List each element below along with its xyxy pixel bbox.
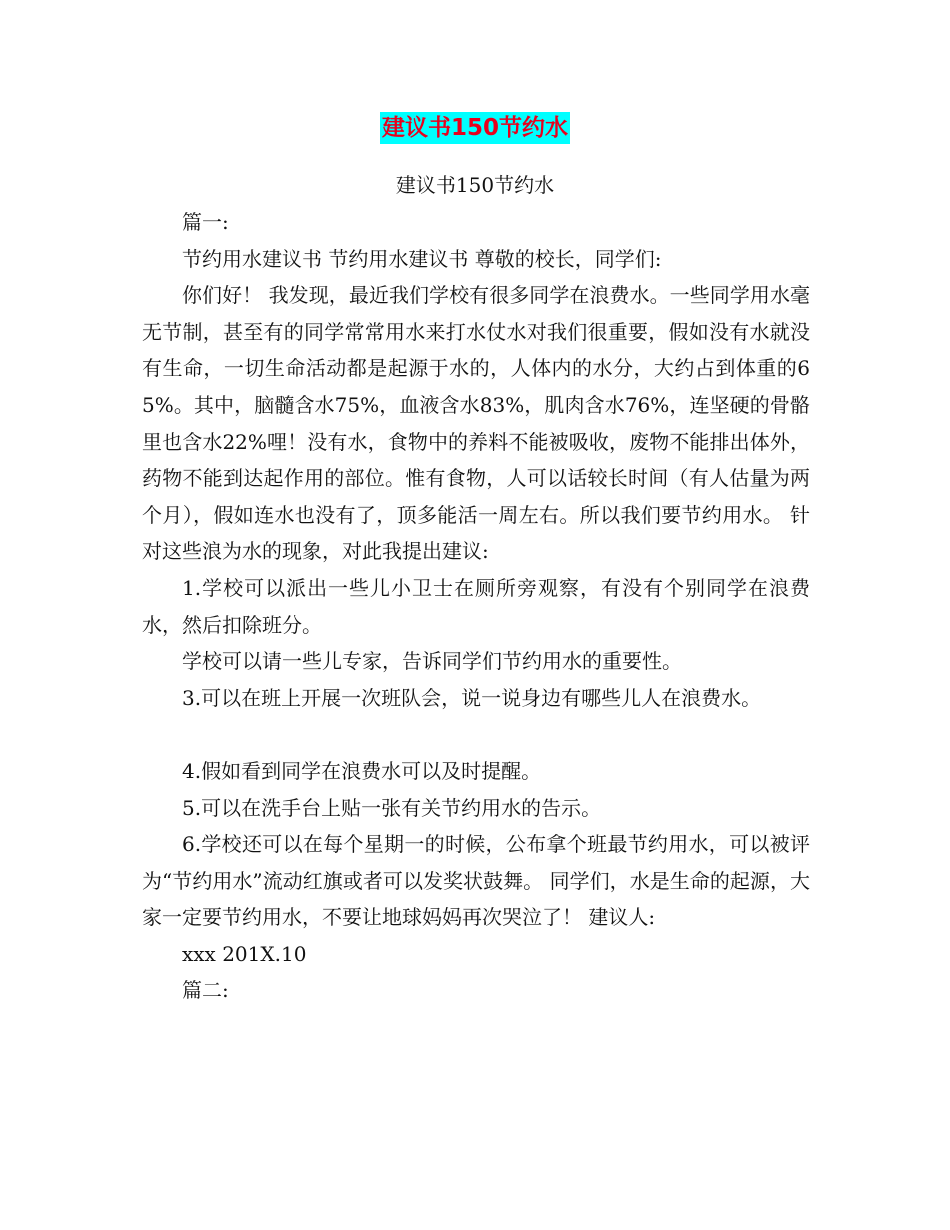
document-subtitle: 建议书150节约水 [395, 173, 555, 197]
paragraph-suggestion-5: 5.可以在洗手台上贴一张有关节约用水的告示。 [182, 795, 602, 820]
paragraph-part-two-heading: 篇二: [182, 978, 229, 1003]
paragraph-suggestion-6-closing: 6.学校还可以在每个星期一的时候，公布拿个班最节约用水，可以被评为“节约用水”流动红旗或者可以发奖状鼓舞。 同学们，水是生命的起源，大家一定要节约用水，不要让地球妈妈再次哭泣了！ 建议人: [142, 832, 810, 930]
document-body [142, 204, 810, 1009]
document-title: 建议书150节约水 [380, 112, 570, 144]
paragraph-salutation: 节约用水建议书 节约用水建议书 尊敬的校长，同学们: [182, 246, 662, 271]
paragraph-part-one-heading: 篇一: [182, 210, 229, 234]
paragraph-suggestion-3: 3.可以在班上开展一次班队会，说一说身边有哪些儿人在浪费水。 [182, 685, 762, 710]
paragraph-suggestion-4: 4.假如看到同学在浪费水可以及时提醒。 [182, 758, 542, 783]
title-container [0, 112, 950, 144]
paragraph-signature-date: xxx 201X.10 [182, 941, 307, 966]
paragraph-suggestion-2: 学校可以请一些儿专家，告诉同学们节约用水的重要性。 [182, 649, 682, 674]
paragraph-suggestion-1: 1.学校可以派出一些儿小卫士在厕所旁观察，有没有个别同学在浪费水，然后扣除班分。 [142, 575, 810, 637]
paragraph-introduction: 你们好！ 我发现，最近我们学校有很多同学在浪费水。一些同学用水毫无节制，甚至有的同学常常用水来打水仗水对我们很重要，假如没有水就没有生命，一切生命活动都是起源于水的，人体内的水分，大约占到体重的65%。其中，脑髓含水75%，血液含水83%，肌肉含水76%，连坚硬的骨骼里也含水22%哩！没有水，食物中的养料不能被吸收，废物不能排出体外，药物不能到达起作用的部位。惟有食物，人可以话较长时间（有人估量为两个月），假如连水也没有了，顶多能活一周左右。所以我们要节约用水。 针对这些浪为水的现象，对此我提出建议: [142, 283, 810, 564]
